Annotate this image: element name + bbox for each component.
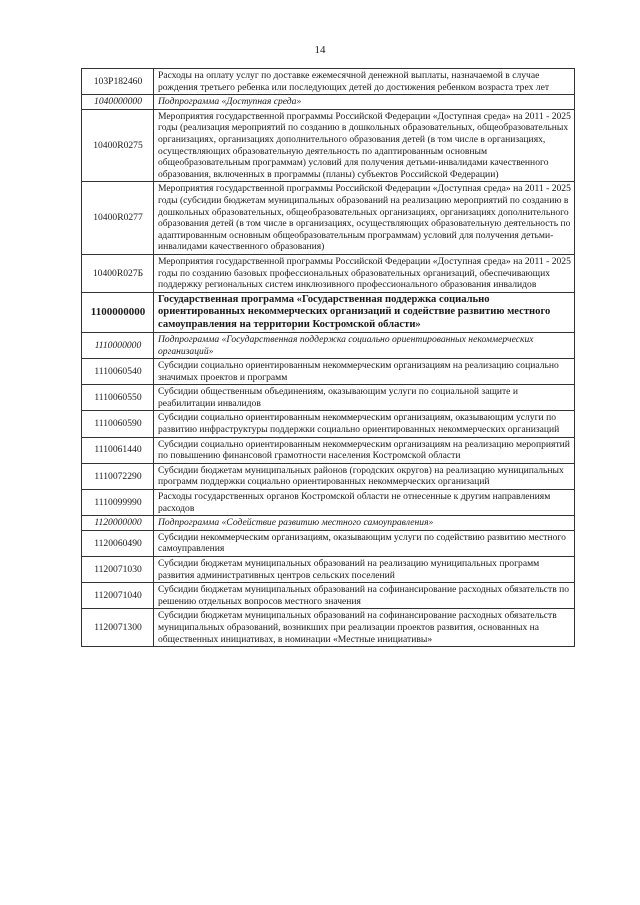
- table-row: [82, 385, 575, 411]
- row-description: Субсидии общественным объединениям, оказывающим услуги по социальной защите и реабилитации инвалидов: [154, 385, 575, 411]
- row-code: 10400R0275: [82, 109, 154, 182]
- row-description: Субсидии социально ориентированным некоммерческим организациям, оказывающим услуги по развитию инфраструктуры поддержки социально ориентированных некоммерческих организаций: [154, 411, 575, 437]
- table-row: [82, 182, 575, 255]
- row-description: Субсидии некоммерческим организациям, оказывающим услуги по содействию развитию местного самоуправления: [154, 530, 575, 556]
- table-row: [82, 437, 575, 463]
- table-row: [82, 359, 575, 385]
- budget-classification-table: [81, 68, 575, 647]
- row-description: Подпрограмма «Содействие развитию местного самоуправления»: [154, 516, 575, 531]
- row-code: 1110060550: [82, 385, 154, 411]
- row-description: Субсидии бюджетам муниципальных образований на софинансирование расходных обязательств по решению отдельных вопросов местного значения: [154, 583, 575, 609]
- table-row: [82, 69, 575, 95]
- row-description: Государственная программа «Государственная поддержка социально ориентированных некоммерческих организаций и содействие развитию местного самоуправления на территории Костромской области»: [154, 292, 575, 332]
- row-code: 1120060490: [82, 530, 154, 556]
- table-row: [82, 463, 575, 489]
- row-description: Расходы на оплату услуг по доставке ежемесячной денежной выплаты, назначаемой в случае рождения третьего ребенка или последующих детей до достижения ребенком возраста трех лет: [154, 69, 575, 95]
- row-code: 1120071300: [82, 609, 154, 647]
- row-description: Субсидии бюджетам муниципальных образований на софинансирование расходных обязательств муниципальных образований, возникших при реализации проектов развития, основанных на общественных инициативах, в номинации «Местные инициативы»: [154, 609, 575, 647]
- subprogram-row: [82, 516, 575, 531]
- table-row: [82, 530, 575, 556]
- table-row: [82, 109, 575, 182]
- row-code: 103P182460: [82, 69, 154, 95]
- table-row: [82, 557, 575, 583]
- row-code: 1040000000: [82, 95, 154, 110]
- row-description: Подпрограмма «Государственная поддержка социально ориентированных некоммерческих организаций»: [154, 332, 575, 358]
- row-code: 1110099990: [82, 490, 154, 516]
- row-code: 1110072290: [82, 463, 154, 489]
- program-row: [82, 292, 575, 332]
- row-code: 1120071030: [82, 557, 154, 583]
- row-code: 10400R0277: [82, 182, 154, 255]
- table-row: [82, 583, 575, 609]
- table-row: [82, 490, 575, 516]
- subprogram-row: [82, 95, 575, 110]
- row-code: 1110060590: [82, 411, 154, 437]
- row-description: Мероприятия государственной программы Российской Федерации «Доступная среда» на 2011 - 2025 годы (субсидии бюджетам муниципальных образований на реализацию мероприятий по созданию в дошкольных образовательных, общеобразовательных организациях, организациях дополнительного образования детей (в том числе в организациях, осуществляющих образовательную деятельность по адаптированным основным общеобразовательным программам) условий для получения детьми-инвалидами качественного образования): [154, 182, 575, 255]
- row-description: Расходы государственных органов Костромской области не отнесенные к другим направлениям расходов: [154, 490, 575, 516]
- row-code: 1120071040: [82, 583, 154, 609]
- table-row: [82, 411, 575, 437]
- row-description: Субсидии бюджетам муниципальных районов (городских округов) на реализацию муниципальных программ поддержки социально ориентированных некоммерческих организаций: [154, 463, 575, 489]
- row-code: 1120000000: [82, 516, 154, 531]
- row-code: 1110060540: [82, 359, 154, 385]
- row-description: Мероприятия государственной программы Российской Федерации «Доступная среда» на 2011 - 2025 годы (реализация мероприятий по созданию в дошкольных образовательных, общеобразовательных организациях, организациях дополнительного образования детей (в том числе в организациях, осуществляющих образовательную деятельность по адаптированным основным общеобразовательным программам) условий для получения детьми-инвалидами качественного образования, включенных в программы (планы) субъектов Российской Федерации): [154, 109, 575, 182]
- row-code: 10400R027Б: [82, 254, 154, 292]
- table-row: [82, 609, 575, 647]
- row-code: 1110000000: [82, 332, 154, 358]
- row-description: Мероприятия государственной программы Российской Федерации «Доступная среда» на 2011 - 2025 годы по созданию базовых профессиональных образовательных организаций, обеспечивающих поддержку региональных систем инклюзивного профессионального образования инвалидов: [154, 254, 575, 292]
- page-number: 14: [314, 44, 326, 56]
- row-description: Субсидии социально ориентированным некоммерческим организациям на реализацию социально значимых проектов и программ: [154, 359, 575, 385]
- row-code: 1110061440: [82, 437, 154, 463]
- row-description: Подпрограмма «Доступная среда»: [154, 95, 575, 110]
- table-row: [82, 254, 575, 292]
- row-code: 1100000000: [82, 292, 154, 332]
- row-description: Субсидии бюджетам муниципальных образований на реализацию муниципальных программ развития административных центров сельских поселений: [154, 557, 575, 583]
- subprogram-row: [82, 332, 575, 358]
- row-description: Субсидии социально ориентированным некоммерческим организациям на реализацию мероприятий по повышению финансовой грамотности населения Костромской области: [154, 437, 575, 463]
